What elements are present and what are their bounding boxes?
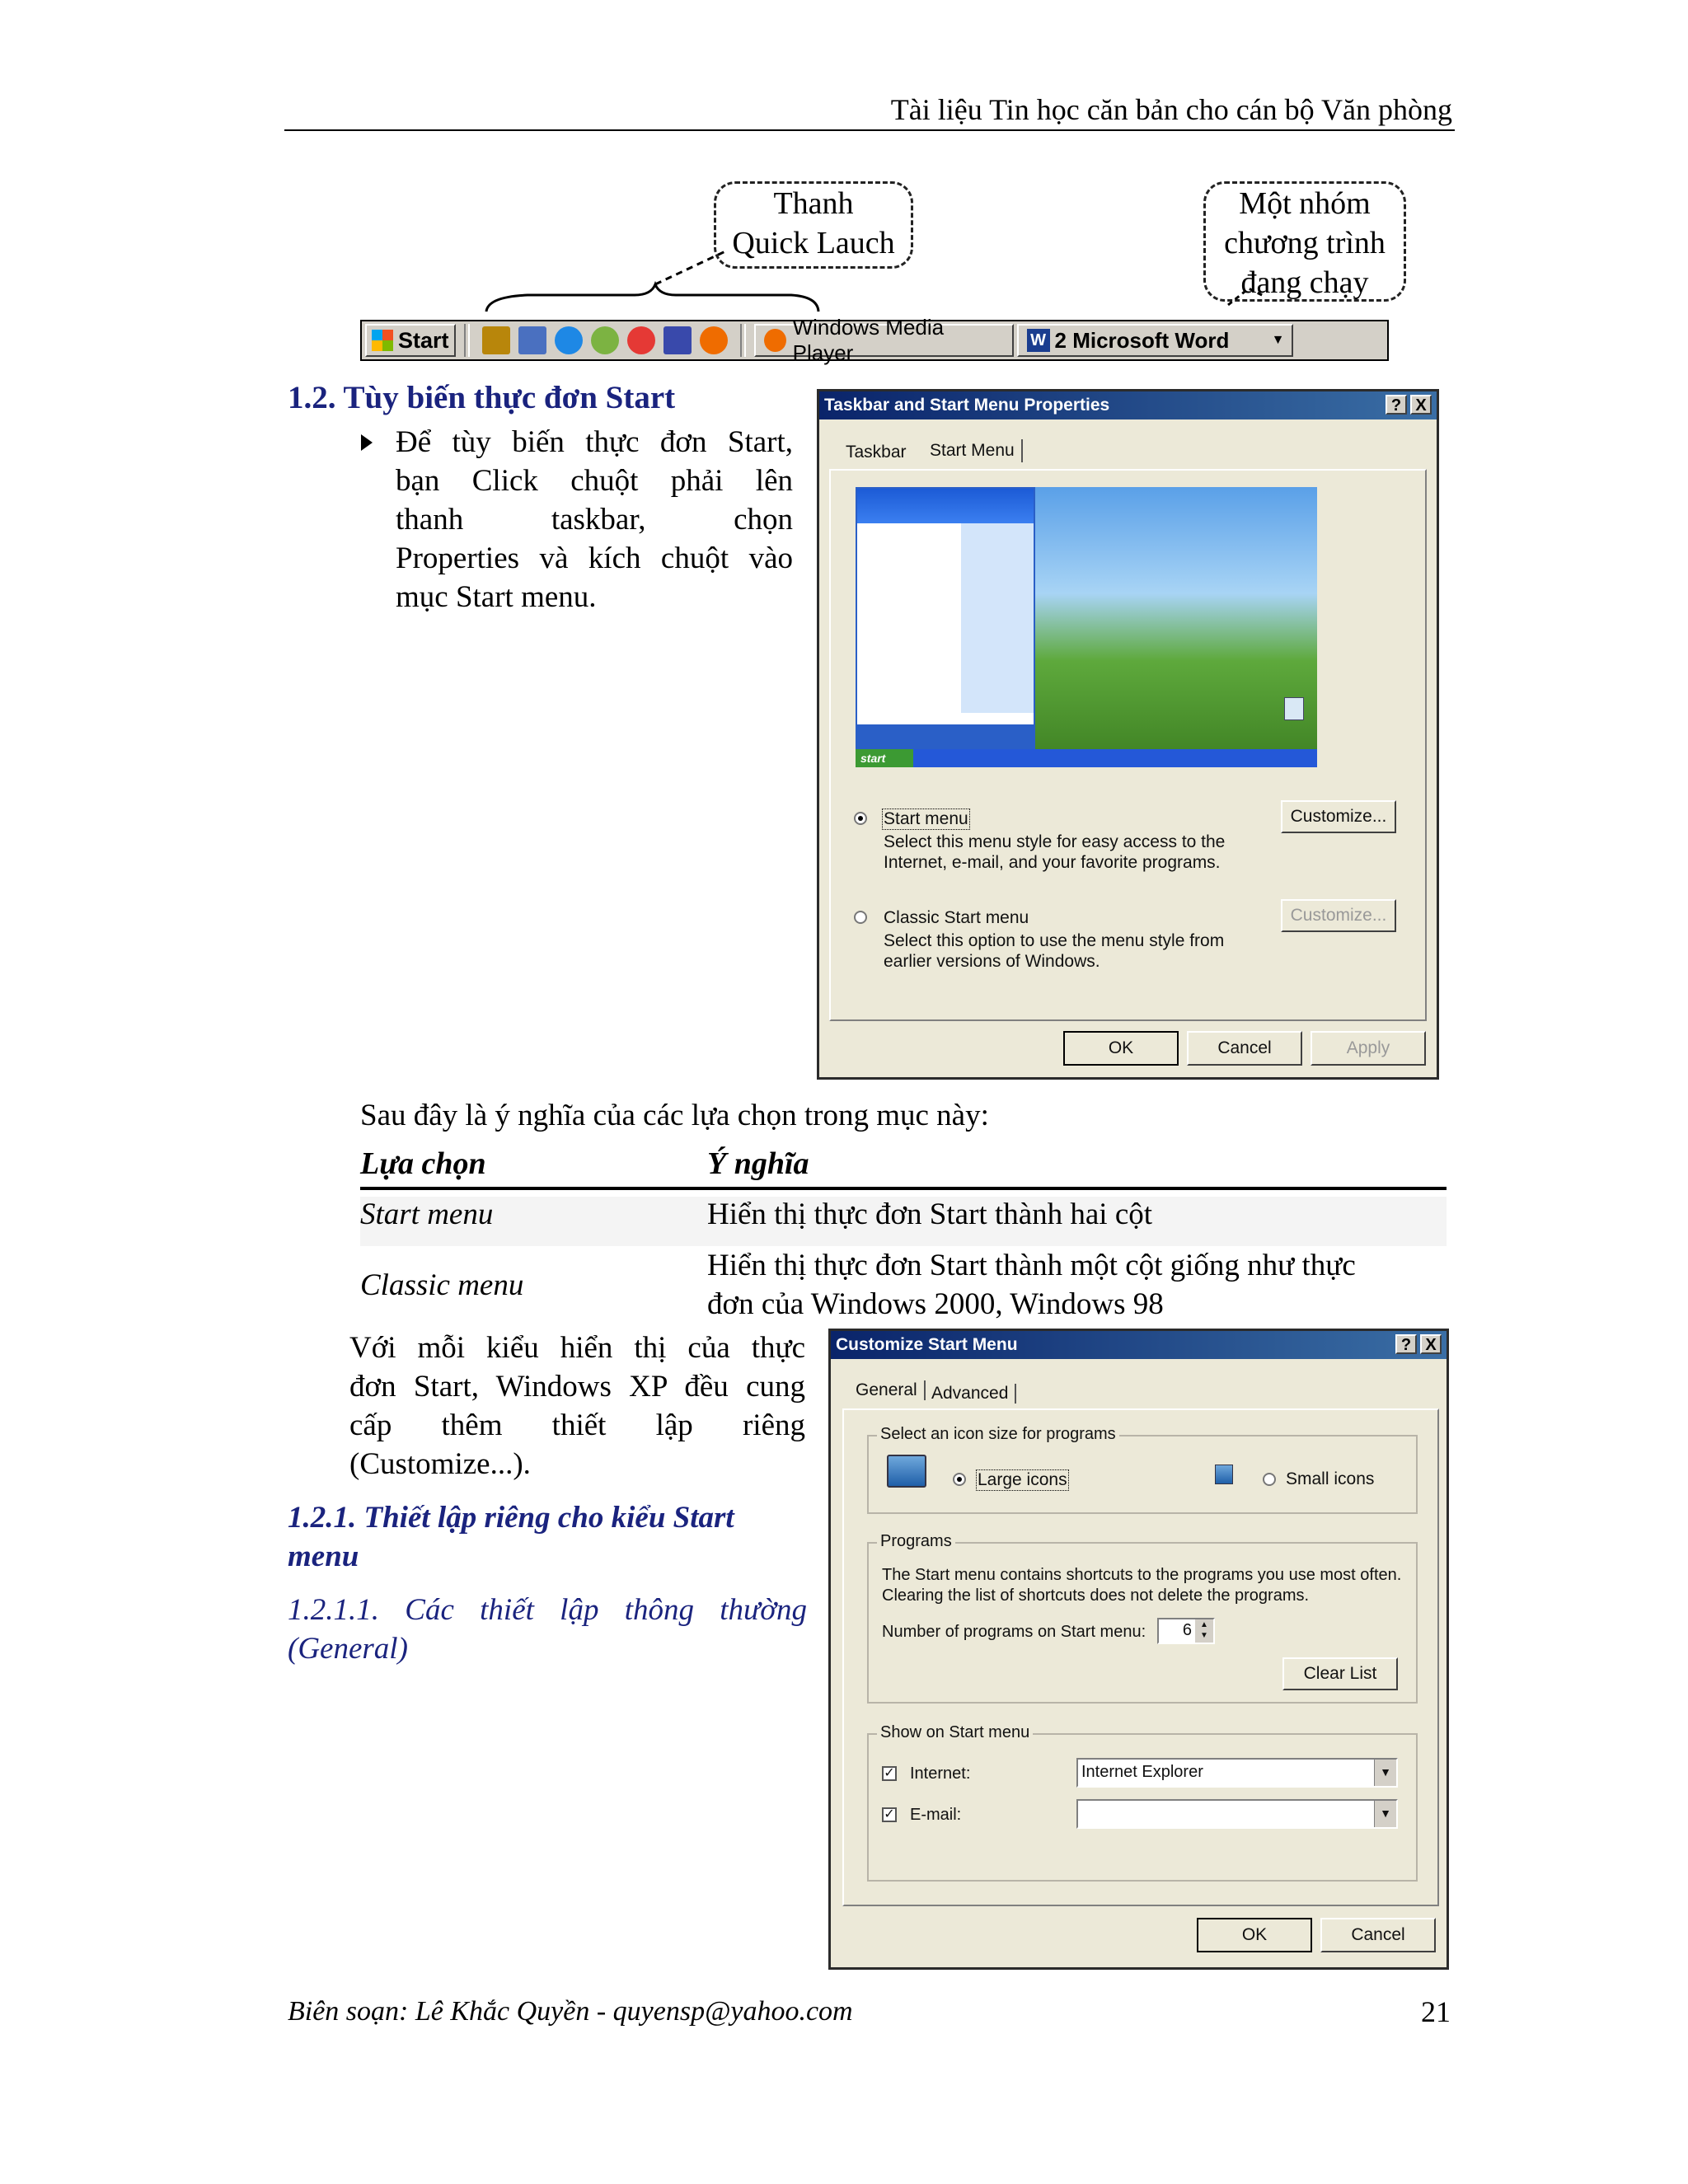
close-button[interactable]: X bbox=[1410, 395, 1432, 415]
start-menu-description: Select this menu style for easy access to the Internet, e-mail, and your favorite programs. bbox=[884, 832, 1226, 872]
preview-right-column bbox=[961, 523, 1034, 713]
page-number: 21 bbox=[1421, 1995, 1451, 2028]
task-word-group[interactable]: W 2 Microsoft Word ▼ bbox=[1017, 324, 1293, 357]
help-button[interactable]: ? bbox=[1386, 395, 1407, 415]
taskbar-separator bbox=[464, 324, 470, 357]
table-intro: Sau đây là ý nghĩa của các lựa chọn trong mục này: bbox=[360, 1099, 989, 1132]
section-heading: 1.2. Tùy biến thực đơn Start bbox=[288, 380, 676, 415]
preview-menu-footer bbox=[857, 724, 1034, 748]
close-button[interactable]: X bbox=[1420, 1334, 1442, 1354]
tab-general[interactable]: General bbox=[856, 1380, 926, 1400]
callout-pointers bbox=[478, 247, 1426, 321]
footer-author: Biên soạn: Lê Khắc Quyền - quyensp@yahoo.com bbox=[288, 1996, 853, 2027]
programs-group-label: Programs bbox=[877, 1532, 955, 1551]
start-menu-radio-label[interactable]: Start menu bbox=[884, 809, 968, 828]
task-media-player[interactable]: Windows Media Player bbox=[754, 324, 1014, 357]
show-on-start-menu-label: Show on Start menu bbox=[877, 1723, 1033, 1742]
media-player-icon bbox=[764, 329, 786, 352]
ok-button[interactable]: OK bbox=[1197, 1918, 1312, 1952]
internet-checkbox[interactable]: ✓ bbox=[882, 1766, 897, 1781]
sub-subsection-heading: 1.2.1.1. Các thiết lập thông thường (General) bbox=[288, 1593, 807, 1666]
customize-button[interactable]: Customize... bbox=[1281, 800, 1396, 833]
number-of-programs-stepper[interactable]: 6 ▲ ▼ bbox=[1157, 1618, 1215, 1644]
taskbar bbox=[360, 315, 1389, 365]
subsection-heading: 1.2.1. Thiết lập riêng cho kiểu Start menu bbox=[288, 1501, 734, 1573]
table-row: Start menu Hiển thị thực đơn Start thành hai cột bbox=[360, 1197, 1447, 1246]
table-header-option: Lựa chọn bbox=[360, 1146, 486, 1181]
document-icon[interactable] bbox=[663, 326, 692, 354]
internet-browser-select[interactable]: Internet Explorer ▼ bbox=[1076, 1758, 1398, 1788]
help-button[interactable]: ? bbox=[1395, 1334, 1417, 1354]
preview-taskbar bbox=[856, 749, 1317, 767]
recycle-bin-icon bbox=[1284, 697, 1304, 720]
email-label[interactable]: E-mail: bbox=[910, 1806, 962, 1824]
play-icon[interactable] bbox=[700, 326, 728, 354]
large-icons-label[interactable]: Large icons bbox=[978, 1470, 1067, 1489]
customize-classic-button: Customize... bbox=[1281, 899, 1396, 932]
internet-label[interactable]: Internet: bbox=[910, 1765, 971, 1783]
cancel-button[interactable]: Cancel bbox=[1320, 1918, 1436, 1952]
media-icon[interactable] bbox=[518, 326, 546, 354]
large-computer-icon bbox=[887, 1455, 926, 1488]
tab-advanced[interactable]: Advanced bbox=[931, 1384, 1016, 1404]
apply-button: Apply bbox=[1311, 1031, 1426, 1066]
customize-start-menu-dialog bbox=[828, 1329, 1449, 1970]
email-client-select[interactable] bbox=[1076, 1799, 1398, 1829]
programs-description: The Start menu contains shortcuts to the programs you use most often. Clearing the list of shortcuts does not delete the programs. bbox=[882, 1566, 1402, 1605]
chevron-down-icon: ▼ bbox=[1271, 333, 1285, 347]
classic-start-menu-description: Select this option to use the menu style from earlier versions of Windows. bbox=[884, 931, 1225, 971]
classic-start-menu-radio[interactable] bbox=[854, 911, 867, 924]
preview-menu-header bbox=[857, 489, 1034, 523]
chevron-down-icon: ▼ bbox=[1374, 1801, 1396, 1827]
icon-size-group-label: Select an icon size for programs bbox=[877, 1425, 1119, 1444]
small-icons-label[interactable]: Small icons bbox=[1286, 1469, 1375, 1488]
preview-start-button: start bbox=[856, 749, 913, 767]
bullet-arrow-icon bbox=[361, 434, 373, 451]
ok-button[interactable]: OK bbox=[1063, 1031, 1179, 1066]
callout-running-programs: Một nhóm chương trình đang chạy bbox=[1203, 181, 1406, 302]
taskbar-properties-dialog bbox=[817, 389, 1439, 1080]
table-header-meaning: Ý nghĩa bbox=[707, 1146, 809, 1181]
music-icon[interactable] bbox=[591, 326, 619, 354]
callout-quick-launch: Thanh Quick Lauch bbox=[714, 181, 913, 269]
fire-icon[interactable] bbox=[627, 326, 655, 354]
spinner-arrows-icon[interactable]: ▲ ▼ bbox=[1195, 1619, 1213, 1643]
table-header-rule bbox=[360, 1187, 1447, 1190]
table-row: Classic menu Hiển thị thực đơn Start thành một cột giống như thực đơn của Windows 2000, Windows 98 bbox=[360, 1249, 1356, 1321]
large-icons-radio[interactable] bbox=[953, 1473, 966, 1486]
windows-logo-icon bbox=[372, 330, 393, 351]
running-pointer bbox=[1228, 288, 1265, 305]
taskbar-separator bbox=[740, 324, 746, 357]
start-menu-preview bbox=[856, 487, 1317, 767]
quick-launch-pointer bbox=[655, 251, 725, 284]
dialog-title-bar: Customize Start Menu bbox=[831, 1331, 1447, 1359]
header-rule bbox=[284, 129, 1455, 131]
quick-launch-brace bbox=[486, 284, 818, 312]
tab-start-menu[interactable]: Start Menu bbox=[923, 439, 1023, 462]
number-of-programs-label: Number of programs on Start menu: bbox=[882, 1623, 1146, 1641]
chevron-down-icon: ▼ bbox=[1374, 1760, 1396, 1786]
film-icon[interactable] bbox=[482, 326, 510, 354]
tab-taskbar[interactable]: Taskbar bbox=[846, 443, 907, 462]
start-button[interactable]: Start bbox=[365, 324, 456, 357]
start-menu-radio[interactable] bbox=[854, 812, 867, 825]
clear-list-button[interactable]: Clear List bbox=[1282, 1657, 1398, 1690]
word-icon: W bbox=[1027, 329, 1050, 352]
small-computer-icon bbox=[1215, 1465, 1233, 1484]
customize-paragraph: Với mỗi kiểu hiển thị của thực đơn Start, Windows XP đều cung cấp thêm thiết lập riêng (Customize...). bbox=[349, 1331, 805, 1481]
bullet-paragraph: Để tùy biến thực đơn Start, bạn Click chuột phải lên thanh taskbar, chọn Properties và kích chuột vào mục Start menu. bbox=[396, 425, 793, 614]
email-checkbox[interactable]: ✓ bbox=[882, 1807, 897, 1822]
quick-launch-bar bbox=[478, 326, 732, 354]
page-header: Tài liệu Tin học căn bản cho cán bộ Văn phòng bbox=[890, 93, 1452, 126]
internet-explorer-icon[interactable] bbox=[555, 326, 583, 354]
preview-menu bbox=[856, 487, 1035, 749]
cancel-button[interactable]: Cancel bbox=[1187, 1031, 1302, 1066]
small-icons-radio[interactable] bbox=[1263, 1473, 1276, 1486]
dialog-title-bar: Taskbar and Start Menu Properties bbox=[819, 391, 1437, 419]
classic-start-menu-label[interactable]: Classic Start menu bbox=[884, 908, 1029, 927]
